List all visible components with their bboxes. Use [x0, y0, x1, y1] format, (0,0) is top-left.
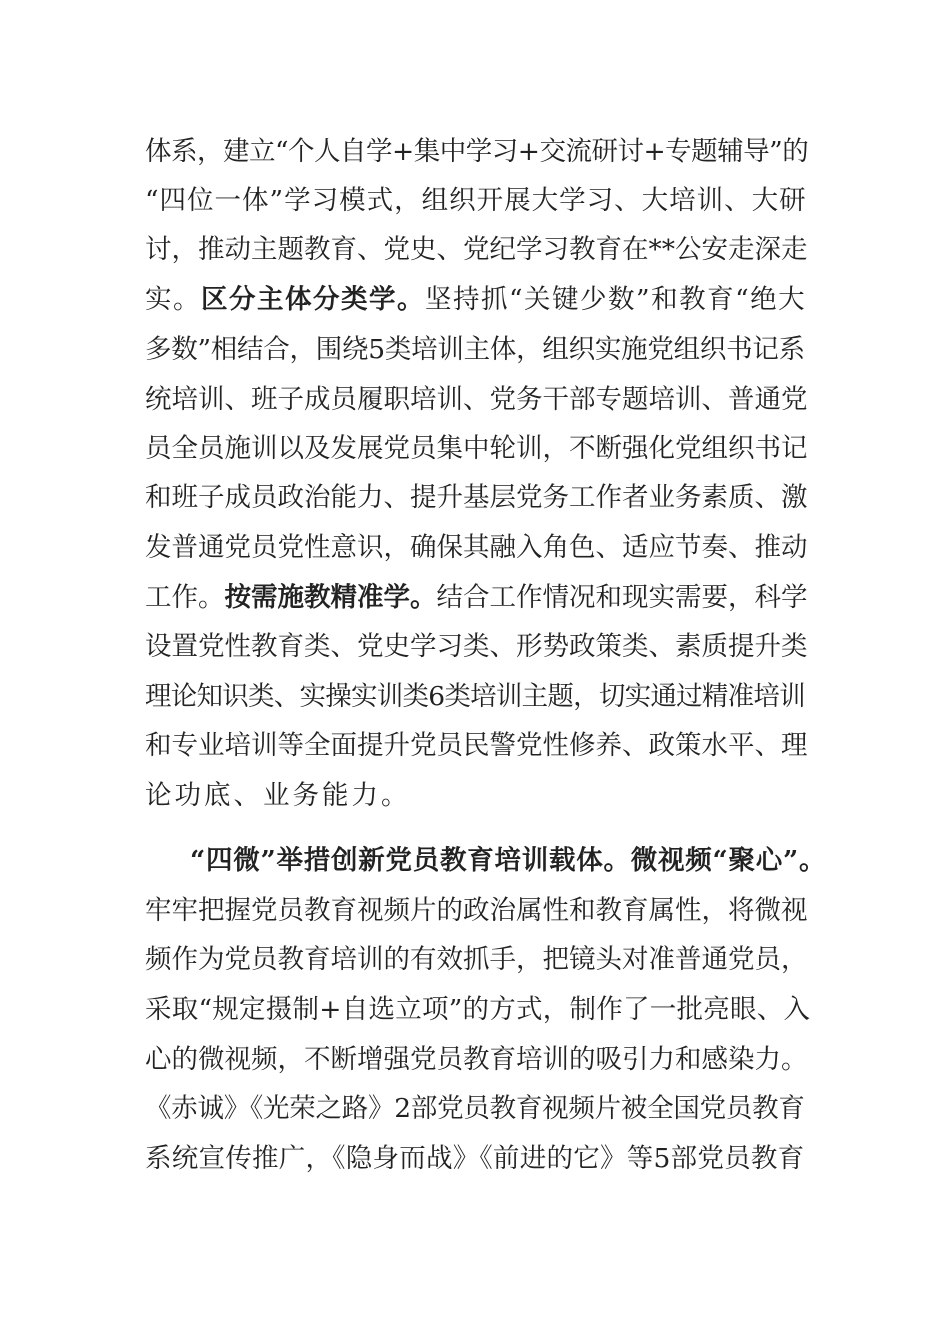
bold-subheading: 区分主体分类学。: [201, 284, 425, 315]
text-line: [145, 280, 810, 320]
text-segment: 工作。: [145, 582, 225, 613]
text-segment: 实。: [145, 284, 201, 315]
text-line: 采取“规定摄制+自选立项”的方式，制作了一批亮眼、入: [145, 994, 811, 1025]
bold-subheading: 按需施教精准学。: [224, 582, 437, 613]
text-line: 牢牢把握党员教育视频片的政治属性和教育属性，将微视: [145, 895, 808, 926]
text-line: 多数”相结合，围绕5类培训主体，组织实施党组织书记系: [145, 334, 805, 365]
text-line: 设置党性教育类、党史学习类、形势政策类、素质提升类: [145, 631, 808, 662]
text-line: [145, 578, 810, 618]
section-heading: “四微”举措创新党员教育培训载体。微视频“聚心”。: [190, 845, 827, 876]
text-line: 频作为党员教育培训的有效抓手，把镜头对准普通党员，: [145, 944, 808, 975]
text-line: 体系，建立“个人自学+集中学习+交流研讨+专题辅导”的: [145, 136, 809, 167]
text-line: 论功底、业务能力。: [145, 780, 411, 811]
text-segment: 结合工作情况和现实需要，科学: [436, 582, 808, 613]
text-segment: 坚持抓“关键少数”和教育“绝大: [425, 284, 807, 315]
text-line: “四位一体”学习模式，组织开展大学习、大培训、大研: [145, 185, 807, 216]
text-line: 和班子成员政治能力、提升基层党务工作者业务素质、激: [145, 482, 808, 513]
text-line: 发普通党员党性意识，确保其融入角色、适应节奏、推动: [145, 532, 808, 563]
text-line: 系统宣传推广，《隐身而战》《前进的它》等5部党员教育: [145, 1143, 805, 1174]
text-line: 心的微视频，不断增强党员教育培训的吸引力和感染力。: [145, 1044, 808, 1075]
text-line: 员全员施训以及发展党员集中轮训，不断强化党组织书记: [145, 433, 808, 464]
text-line: 和专业培训等全面提升党员民警党性修养、政策水平、理: [145, 730, 808, 761]
text-line: 统培训、班子成员履职培训、党务干部专题培训、普通党: [145, 384, 808, 415]
text-line: 《赤诚》《光荣之路》2部党员教育视频片被全国党员教育: [145, 1093, 805, 1124]
text-line: 讨，推动主题教育、党史、党纪学习教育在**公安走深走: [145, 234, 808, 265]
text-line: 理论知识类、实操实训类6类培训主题，切实通过精准培训: [145, 681, 805, 712]
